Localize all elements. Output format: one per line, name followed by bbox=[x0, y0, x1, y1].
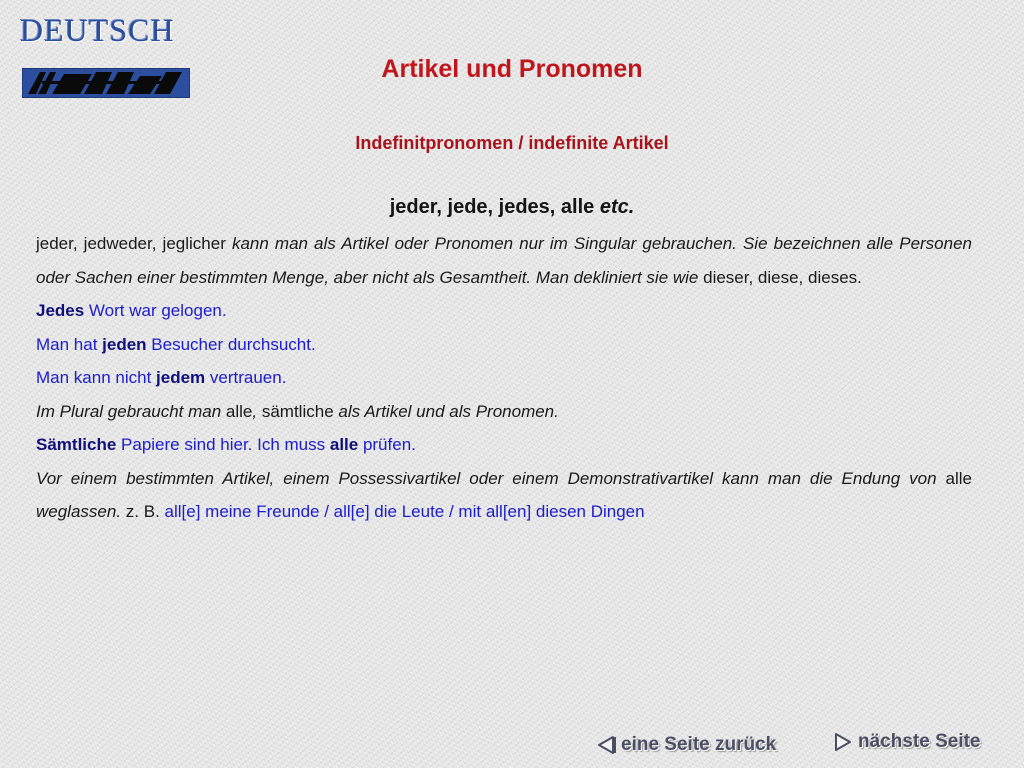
previous-page-label: eine Seite zurück bbox=[621, 734, 777, 755]
ending-rule-paragraph: Vor einem bestimmten Artikel, einem Possessivartikel oder einem Demonstrativartikel kann man die Endung von alle weglassen. z. B. all[e] meine Freunde / all[e] die Leute / mit all[en] diesen Dingen bbox=[36, 468, 972, 521]
plural-keyword-alle: alle bbox=[225, 401, 253, 421]
example-keyword: Jedes bbox=[36, 301, 85, 320]
example-sentence-4: Sämtliche Papiere sind hier. Ich muss alle prüfen. bbox=[36, 435, 416, 454]
intro-declension-words: dieser, diese, dieses. bbox=[703, 267, 862, 287]
plural-rule: Im Plural gebraucht man alle, sämtliche als Artikel und als Pronomen. bbox=[36, 401, 559, 421]
example-keyword: jedem bbox=[156, 368, 206, 387]
ending-keyword-alle: alle bbox=[945, 468, 972, 488]
intro-keywords: jeder, jedweder, jeglicher bbox=[36, 234, 226, 253]
brand-title: DEUTSCH bbox=[20, 12, 175, 48]
content-body bbox=[36, 227, 972, 529]
intro-paragraph bbox=[36, 227, 972, 294]
topic-heading-words: jeder, jede, jedes, alle bbox=[389, 196, 595, 218]
plural-keyword-saemtliche: sämtliche bbox=[261, 401, 334, 421]
page-title: Artikel und Pronomen bbox=[381, 55, 643, 83]
triangle-left-icon bbox=[596, 735, 616, 755]
example-keyword: alle bbox=[329, 435, 359, 454]
example-sentence-2: Man hat jeden Besucher durchsucht. bbox=[36, 334, 316, 354]
next-page-button[interactable] bbox=[833, 731, 981, 753]
ending-example: all[e] meine Freunde / all[e] die Leute / mit all[en] diesen Dingen bbox=[164, 502, 645, 521]
triangle-right-icon bbox=[833, 732, 853, 752]
example-keyword: Sämtliche bbox=[36, 435, 117, 454]
example-sentence-3: Man kann nicht jedem vertrauen. bbox=[36, 368, 287, 387]
example-sentence-1: Jedes Wort war gelogen. bbox=[36, 301, 227, 320]
example-keyword: jeden bbox=[102, 334, 147, 354]
next-page-label: nächste Seite bbox=[858, 731, 981, 752]
topic-heading-etc: etc. bbox=[599, 196, 635, 218]
previous-page-button[interactable] bbox=[596, 734, 776, 756]
topic-heading bbox=[0, 196, 1024, 219]
intro-explanation: kann man als Artikel oder Pronomen nur im Singular gebrauchen. Sie bezeichnen alle Personen oder Sachen einer bestimmten Menge, aber nicht als Gesamtheit. Man dekliniert sie wie bbox=[36, 234, 973, 287]
section-subtitle: Indefinitpronomen / indefinite Artikel bbox=[355, 133, 669, 153]
